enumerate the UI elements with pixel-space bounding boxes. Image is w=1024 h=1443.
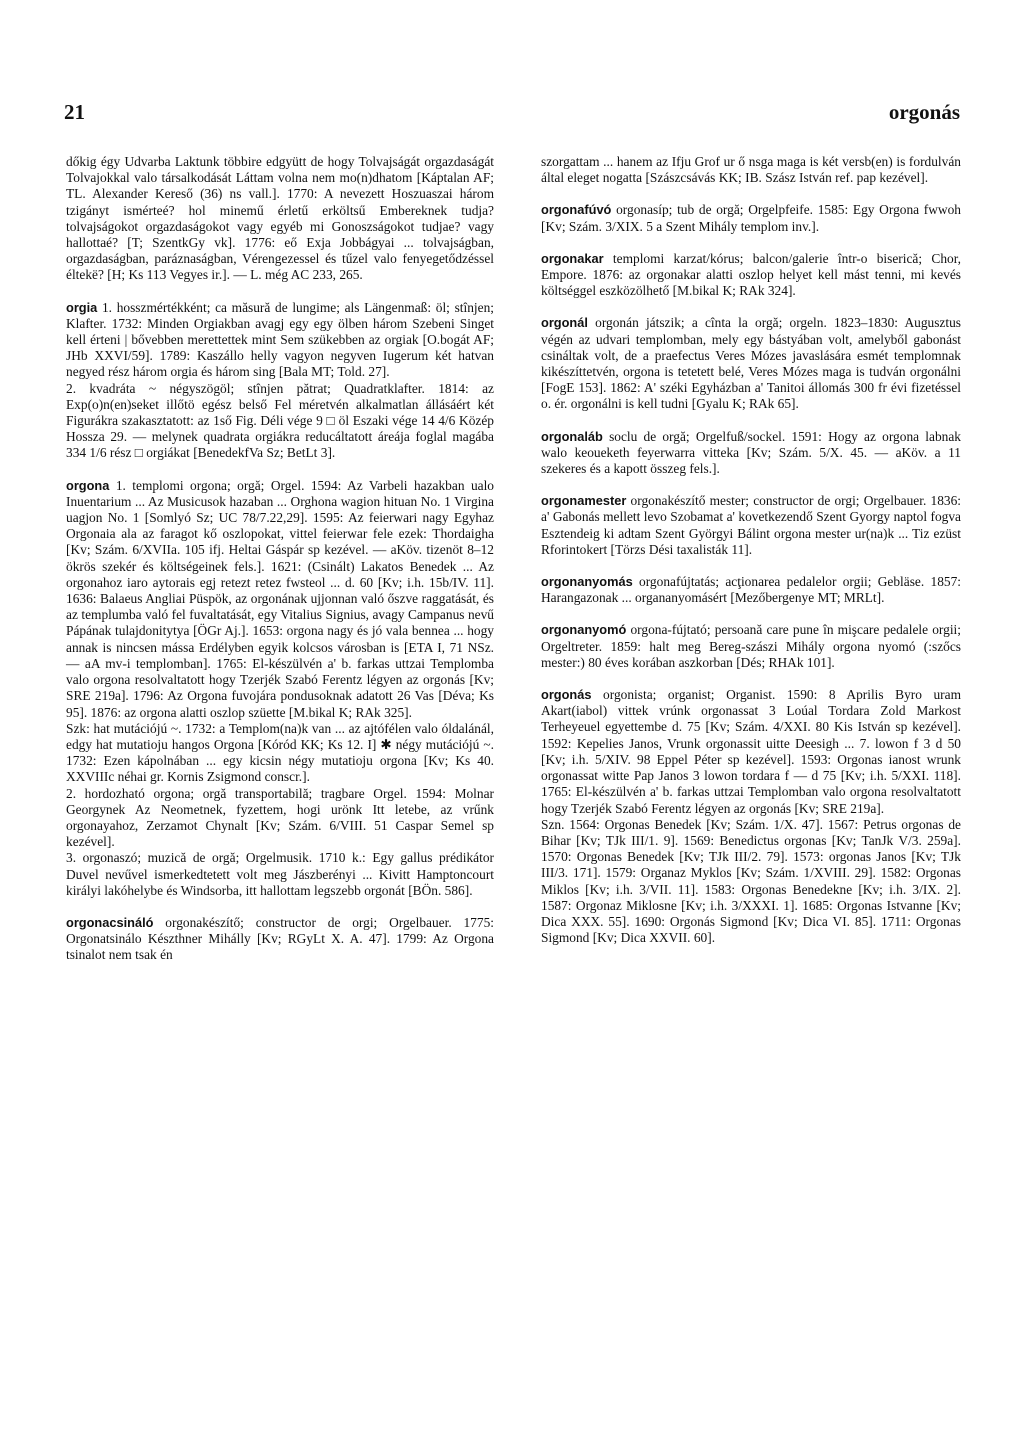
running-head: orgonás: [888, 100, 960, 124]
page-number: 21: [64, 100, 85, 124]
headword: orgonamester: [541, 493, 627, 509]
entry-text: 2. hordozható orgona; orgă transportabilă; tragbare Orgel. 1594: Molnar Georgynek Az Neometnek, fyzettem, hogi urönk Itt letebe, az vrűnk orgonayahoz, Zerzamot Chynalt [Kv; Szám. 6/VIII. 51 Caspar Semel sp kezével].: [66, 785, 494, 850]
entry-paragraph: [541, 817, 961, 947]
headword: orgonaláb: [541, 428, 603, 444]
entry-paragraph: [541, 315, 961, 412]
headword: orgonás: [541, 687, 592, 703]
entry-text: orgona-fújtató; persoană care pune în mişcare pedalele orgii; Orgeltreter. 1859: halt meg Bereg-szászi Mihály orgona nyomó (:szőcs mester:) 80 éves korában aszkorban [Dés; RHAk 101].: [541, 622, 961, 670]
entry-text: soclu de orgă; Orgelfuß/sockel. 1591: Hogy az orgona labnak walo keoueketh feyerwarra vitteka [Kv; Szám. 5/X. 45. — aKöv. a 11 szekeres és a kapott összeg fels.].: [541, 428, 961, 477]
entry-orgonafuvo: [541, 202, 961, 234]
entry-paragraph: [541, 251, 961, 300]
entry-paragraph: [66, 915, 494, 964]
entry-paragraph: [66, 300, 494, 381]
entry-orgonal: [541, 315, 961, 412]
entry-orgonanyomo: [541, 622, 961, 671]
headword: orgonafúvó: [541, 202, 612, 218]
entry-paragraph: [541, 429, 961, 478]
entry-paragraph: [541, 202, 961, 234]
entry-text: templomi karzat/kórus; balcon/galerie într-o biserică; Chor, Empore. 1876: az orgonakar alatti oszlop helyet kell mást tenni, mi kevés költséggel eszközölhető [M.bikal K; RAk 324].: [541, 250, 961, 299]
headword: orgonakar: [541, 250, 604, 266]
entry-paragraph: [541, 154, 961, 186]
entry-orgia: [66, 300, 494, 462]
entry-orgonakar: [541, 251, 961, 300]
entry-text: 3. orgonaszó; muzică de orgă; Orgelmusik. 1710 k.: Egy gallus prédikátor Duvel nevűvel ismerkedtetett volt meg Jászberényi ... Kivitt Hamptoncourt királyi lakóhelybe és Windsorba, itt hallottam legszebb orgonát [BÖn. 586].: [66, 850, 494, 898]
entry-text: orgonakészítő mester; constructor de orgi; Orgelbauer. 1836: a' Gabonás mellett levo Szobamat a' kovetkezendő Szent Gyorgy naptol fogva Esztendeig ki adtam Szent Györgyi Bálint orgona mester ur(na)k ... Tiz ezüst Rforintokert [Törzs Dési taxalisták 11].: [541, 493, 961, 557]
entry-paragraph: [541, 687, 961, 817]
entry-paragraph: [66, 381, 494, 462]
entry-orgonamester: [541, 493, 961, 558]
entry-text: dőkig égy Udvarba Laktunk többire edgyütt de hogy Tolvajságát orgazdaságát Tolvajokkal valo társalkodását Láttam volna nem mo(n)dhatom [Káptalan AF; TL. Alexander Kereső (36) ns vall.]. 1770: A nevezett Hoszuaszai három tzigányt ismérteé? hol minemű érletű erköltsű Embereknek tudja? tolvajságokot orgazdaságokot vagy egyéb mi Gonoszságokot tudjae? vagy hallottaé? [T; SzentkGy vk]. 1776: eő Exja Jobbágyai ... tolvajságban, orgazdaságban, paráznaságban, Vérengezessel és tűzel valo fenyegetődzéssel éltekë? [H; Ks 113 Vegyes ir.]. — L. még AC 233, 265.: [66, 154, 494, 283]
entry-paragraph: [541, 574, 961, 606]
headword: orgonanyomás: [541, 574, 633, 590]
entry-text: orgonán játszik; a cînta la orgă; orgeln. 1823–1830: Augusztus végén az udvari templomban, mely egy bástyában volt, amelyből gabonást csináltak volt, de a praefectus Veres Mózes javaslására esmét templomnak kikészíttetvén, orgona is tetetett belé, Veres Mózes maga is tudván orgonálni [FogE 153]. 1862: A' széki Egyházban a' Tanitoi állomás 300 fr évi fizetéssel o. ér. orgonálni is kell tudni [Gyalu K; RAk 65].: [541, 315, 961, 412]
entry-text: 2. kvadráta ~ négyszögöl; stînjen pătrat; Quadratklafter. 1814: az Exp(o)n(en)seket illőtö egész belső Fel méretvén alkalmatlan állásáért két Figurákra szakasztatott: az 1ső Fig. Déli vége 9 □ öl Eszaki vége 14 4/6 Közép Hossza 29. — melynek quadrata orgiákra reducáltatott áreája foglal magába 334 1/6 rész □ orgiákat [BenedekfVa Sz; BetLt 3].: [66, 380, 494, 461]
headword: orgonál: [541, 315, 588, 331]
entry-cont2: [541, 154, 961, 186]
entry-cont: [66, 154, 494, 284]
headword: orgonacsináló: [66, 914, 154, 930]
right-column: [541, 154, 961, 962]
entry-text: 1. templomi orgona; orgă; Orgel. 1594: Az Varbeli hazakban ualo Inuentarium ... Az Musicusok hazaban ... Orghona wagion hituan No. 1 Virgina uagjon No. 1 [Somlyó Sz; UC 78/7.22,29]. 1595: Az feierwari nagy Egyhaz Orgonaia ala az faragot kő oszlopokat, vittel feierwar fele ezek: Thordaigha [Kv; Szám. 6/XVIIa. 105 ifj. Heltai Gáspár sp kezével. — aKöv. tizenöt 8–12 ökrös szekér és költségeinek fels.]. 1621: (Csinált) Lakatos Benedek ... Az orgonahoz iaro aytorais egj retezt retez fwsteol ... d. 60 [Kv; i.h. 15b/IV. 11]. 1636: Balaeus Angliai Püspök, az orgonának ujjonnan való őszve raggatását, és az templumba való fel fuvaltatását, egy Vitalius Signius, avagy Campanus nevű Pápának tulajdonitytya [ÖGr Aj.]. 1653: orgona nagy és jó vala bennea ... hogy annak is nincsen mássa Erdélyben egyik kolcsos városban is [ETA I, 71 NSz. — aA mv-i templomban]. 1765: El-készülvén a' b. farkas uttzai Templomba valo orgona resolvaltatott hogy Tzerjék Szabó Ferentz légyen az orgonás [Kv; SRE 219a]. 1796: Az Orgona fuvojára pondusoknak adatott 26 Vas [Déva; Ks 95]. 1876: az orgona alatti oszlop szüette [M.bikal K; RAk 325].: [66, 477, 494, 720]
entry-paragraph: [541, 622, 961, 671]
headword: orgona: [66, 477, 110, 493]
entry-text: orgonafújtatás; acţionarea pedalelor orgii; Gebläse. 1857: Harangazonak ... organanyomásért [Mezőbergenye MT; MRLt].: [541, 574, 961, 606]
entry-paragraph: [66, 850, 494, 899]
entry-orgonas: [541, 687, 961, 946]
entry-paragraph: [66, 478, 494, 721]
entry-paragraph: [66, 721, 494, 786]
entry-text: orgonakészítő; constructor de orgi; Orgelbauer. 1775: Orgonatsinálo Készthner Mihálly [Kv; RGyLt X. A. 47]. 1799: Az Orgona tsinalot nem tsak én: [66, 914, 494, 963]
entry-text: Szn. 1564: Orgonas Benedek [Kv; Szám. 1/X. 47]. 1567: Petrus orgonas de Bihar [Kv; TJk III/1. 9]. 1569: Benedictus orgonas [Kv; TanJk V/3. 259a]. 1570: Orgonas Benedek [Kv; TJk III/2. 79]. 1573: orgonas Janos [Kv; TJk III/3. 171]. 1579: Organaz Myklos [Kv; Szám. 1/XVIII. 29]. 1582: Orgonas Miklos [Kv; i.h. 3/VII. 11]. 1583: Orgonas Benedekne [Kv; i.h. 3/IX. 2]. 1587: Orgonaz Miklosne [Kv; i.h. 3/XXXI. 1]. 1685: Orgonas Istvanne [Kv; Dica XXX. 55]. 1690: Orgonás Sigmond [Kv; Dica VI. 85]. 1711: Orgonas Sigmond [Kv; Dica XXVII. 60].: [541, 816, 961, 946]
entry-paragraph: [541, 493, 961, 558]
entry-text: orgonasíp; tub de orgă; Orgelpfeife. 1585: Egy Orgona fwwoh [Kv; Szám. 3/XIX. 5 a Szent Mihály templom inv.].: [541, 202, 961, 234]
page-header: [64, 100, 960, 130]
entry-text: Szk: hat mutációjú ~. 1732: a Templom(na)k van ... az ajtófélen valo óldalánál, edgy hat mutatioju hangos Orgona [Kóród KK; Ks 12. I] ✱ négy mutációjú ~. 1732: Ezen kápolnában ... egy kicsin négy mutatioju orgona [Kv; Ks 40. XXVIIIc néhai gr. Kornis Zsigmond conscr.].: [66, 720, 494, 785]
entry-orgona: [66, 478, 494, 899]
entry-paragraph: [66, 154, 494, 284]
entry-orgonalab: [541, 429, 961, 478]
entry-orgonanyomas: [541, 574, 961, 606]
entry-text: szorgattam ... hanem az Ifju Grof ur ő nsga maga is két versb(en) is fordulván által eleget nogatta [Szászcsávás KK; IB. Szász István ref. pap kezével].: [541, 154, 961, 186]
entry-orgonacsinalo: [66, 915, 494, 964]
entry-text: orgonista; organist; Organist. 1590: 8 Aprilis Byro uram Akart(iabol) vittek vrúnk orgonassat 3 Loúal Tordara Zold Markost Terheyeuel egyettembe d. 75 [Kv; Szám. 4/XXI. 80 Kis István sp kezével]. 1592: Kepelies Janos, Vrunk orgonassit uitte Deesigh ... 7. lowon f 3 d 50 [Kv; i.h. 5/XIV. 98 Eppel Péter sp kezével]. 1593: Orgonas ianost wrunk orgonassat witte Pap Janos 3 lowon tordara f — d 75 [Kv; i.h. 5/XXI. 118]. 1765: El-készülvén a' b. farkas uttzai Templomban valo orgona resolvaltatott hogy Tzerjék Szabó Ferentz légyen az orgonás [Kv; SRE 219a].: [541, 687, 961, 816]
headword: orgonanyomó: [541, 622, 627, 638]
entry-paragraph: [66, 786, 494, 851]
entry-text: 1. hosszmértékként; ca măsură de lungime; als Längenmaß: öl; stînjen; Klafter. 1732: Minden Orgiakban avagj egy egy ölben három Szebeni Singet kell érteni | bővebben merettettek mint Sem szükebben az orgiak [O.bogát AF; JHb XXVI/59]. 1789: Kaszállo helly vagyon negyven Iugerum két hatvan negyed rész három orgia és három sing [Bala MT; Told. 27].: [66, 299, 494, 380]
headword: orgia: [66, 299, 98, 315]
left-column: [66, 154, 494, 980]
